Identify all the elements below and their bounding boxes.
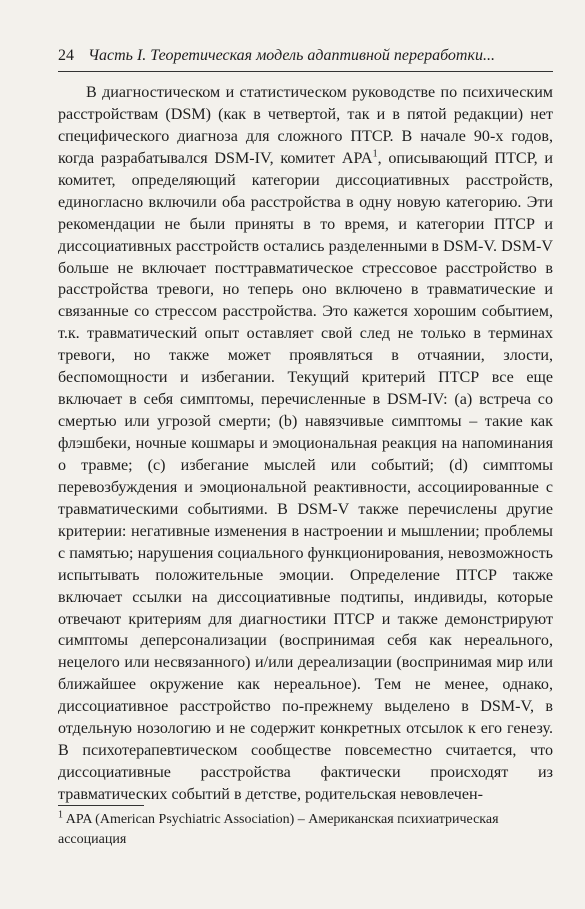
footnote-mark: 1 — [58, 809, 63, 821]
footnote-rule — [58, 805, 144, 806]
running-title: Часть I. Теоретическая модель адаптивной переработки... — [88, 47, 495, 64]
footnote-reference: 1 — [372, 148, 378, 160]
page-number: 24 — [58, 47, 74, 64]
footnote-text: APA (American Psychiatric Association) – Американская психиатрическая ассоциация — [58, 812, 499, 847]
body-paragraph — [58, 82, 553, 806]
body-text-part-2: , описывающий ПТСР, и комитет, определяющий категории диссоциативных расстройств, единогласно включили оба расстройства в одну новую категорию. Эти рекомендации не были приняты в то время, и категории ПТСР и диссоциативных расстройств остались разделенными в DSM-V. DSM-V больше не включает посттравматическое стрессовое расстройство в расстройства тревоги, но теперь оно включено в травматические и связанные со стрессом расстройства. Это кажется хорошим событием, т.к. травматический опыт оставляет свой след не только в терминах тревоги, но также может проявляться в отчаянии, злости, беспомощности и избегании. Текущий критерий ПТСР все еще включает в себя симптомы, перечисленные в DSM-IV: (a) встреча со смертью или угрозой смерти; (b) навязчивые симптомы – такие как флэшбеки, ночные кошмары и эмоциональная реакция на напоминания о травме; (c) избегание мыслей или событий; (d) симптомы перевозбуждения и эмоциональной реактивности, ассоциированные с травматическими событиями. В DSM-V также перечислены другие критерии: негативные изменения в настроении и мышлении; проблемы с памятью; нарушения социального функционирования, невозможность испытывать положительные эмоции. Определение ПТСР также включает ссылки на диссоциативные подтипы, индивиды, которые отвечают критериям для диагностики ПТСР и также демонстрируют симптомы деперсонализации (воспринимая себя как нереального, нецелого или несвязанного) и/или дереализации (воспринимая мир или ближайшее окружение как нереальное). Тем не менее, однако, диссоциативное расстройство по-прежнему выделено в DSM-V, в отдельную нозологию и не содержит конкретных отсылок к его генезу. В психотерапевтическом сообществе повсеместно считается, что диссоциативные расстройства фактически происходят из травматических событий в детстве, родительская невовлечен- — [58, 149, 553, 803]
running-header — [58, 46, 553, 70]
footnote — [58, 810, 553, 850]
body-text-part-1: В диагностическом и статистическом руководстве по психическим расстройствам (DSM) (как в четвертой, так и в пятой редакции) нет специфического диагноза для сложного ПТСР. В начале 90-х годов, когда разрабатывался DSM-IV, комитет APA — [58, 84, 553, 167]
header-rule — [58, 71, 553, 72]
